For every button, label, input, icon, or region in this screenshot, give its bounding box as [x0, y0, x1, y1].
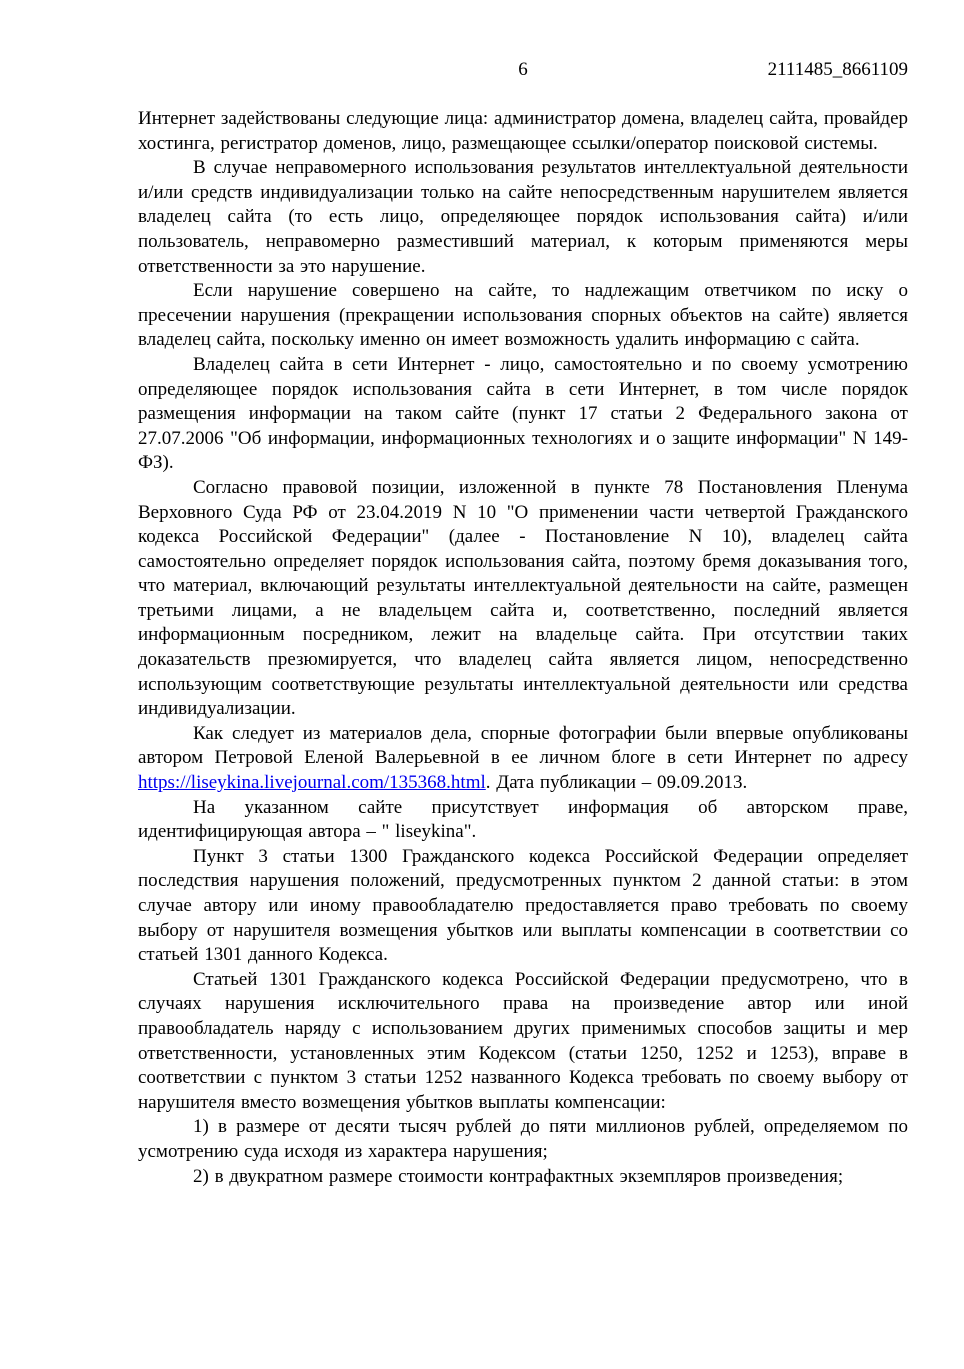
- page-number: 6: [518, 59, 528, 80]
- hyperlink-url[interactable]: https://liseykina.livejournal.com/135368.html: [138, 772, 486, 794]
- document-id: 2111485_8661109: [767, 59, 908, 80]
- paragraph: [138, 722, 908, 796]
- paragraph: Интернет задействованы следующие лица: администратор домена, владелец сайта, провайдер хостинга, регистратор доменов, лицо, размещающее ссылки/оператор поисковой системы.: [138, 108, 908, 154]
- paragraph: На указанном сайте присутствует информация об авторском праве, идентифицирующая автора – " liseykina".: [138, 796, 908, 843]
- page-header: [138, 57, 908, 82]
- paragraph: 1) в размере от десяти тысяч рублей до пяти миллионов рублей, определяемом по усмотрению суда исходя из характера нарушения;: [138, 1116, 908, 1162]
- document-body: [138, 107, 908, 1189]
- paragraph: Пункт 3 статьи 1300 Гражданского кодекса Российской Федерации определяет последствия нарушения положений, предусмотренных пунктом 2 данной статьи: в этом случае автору или иному правообладателю предоставляется право требовать по своему выбору от нарушителя возмещения убытков или выплаты компенсации в соответствии со статьей 1301 данного Кодекса.: [138, 845, 908, 966]
- paragraph: Согласно правовой позиции, изложенной в пункте 78 Постановления Пленума Верховного Суда РФ от 23.04.2019 N 10 "О применении части четвертой Гражданского кодекса Российской Федерации" (далее - Постановление N 10), владелец сайта самостоятельно определяет порядок использования сайта, поэтому бремя доказывания того, что материал, включающий результаты интеллектуальной деятельности на сайте, размещен третьими лицами, а не владельцем сайта и, соответственно, последний является информационным посредником, лежит на владельце сайта. При отсутствии таких доказательств презюмируется, что владелец сайта является лицом, непосредственно использующим соответствующие результаты интеллектуальной деятельности или средства индивидуализации.: [138, 476, 908, 720]
- paragraph: Если нарушение совершено на сайте, то надлежащим ответчиком по иску о пресечении нарушения (прекращении использования спорных объектов на сайте) является владелец сайта, поскольку именно он имеет возможность удалить информацию с сайта.: [138, 280, 908, 351]
- paragraph: Владелец сайта в сети Интернет - лицо, самостоятельно и по своему усмотрению определяющее порядок использования сайта в сети Интернет, в том числе порядок размещения информации на таком сайте (пункт 17 статьи 2 Федерального закона от 27.07.2006 "Об информации, информационных технологиях и о защите информации" N 149-ФЗ).: [138, 353, 908, 474]
- paragraph: В случае неправомерного использования результатов интеллектуальной деятельности и/или средств индивидуализации только на сайте непосредственным нарушителем является владелец сайта (то есть лицо, определяющее порядок использования сайта) и/или пользователь, неправомерно разместивший материал, к которым применяются меры ответственности за это нарушение.: [138, 157, 908, 277]
- paragraph-text: Как следует из материалов дела, спорные фотографии были впервые опубликованы автором Петровой Еленой Валерьевной в ее личном блоге в сети Интернет по адресу: [138, 722, 908, 769]
- paragraph: Статьей 1301 Гражданского кодекса Российской Федерации предусмотрено, что в случаях нарушения исключительного права на произведение автор или иной правообладатель наряду с использованием других применимых способов защиты и мер ответственности, установленных этим Кодексом (статьи 1250, 1252 и 1253), вправе в соответствии с пунктом 3 статьи 1252 названного Кодекса требовать по своему выбору от нарушителя вместо возмещения убытков выплаты компенсации:: [138, 968, 908, 1113]
- paragraph: 2) в двукратном размере стоимости контрафактных экземпляров произведения;: [193, 1165, 844, 1187]
- paragraph-text: . Дата публикации – 09.09.2013.: [485, 772, 748, 794]
